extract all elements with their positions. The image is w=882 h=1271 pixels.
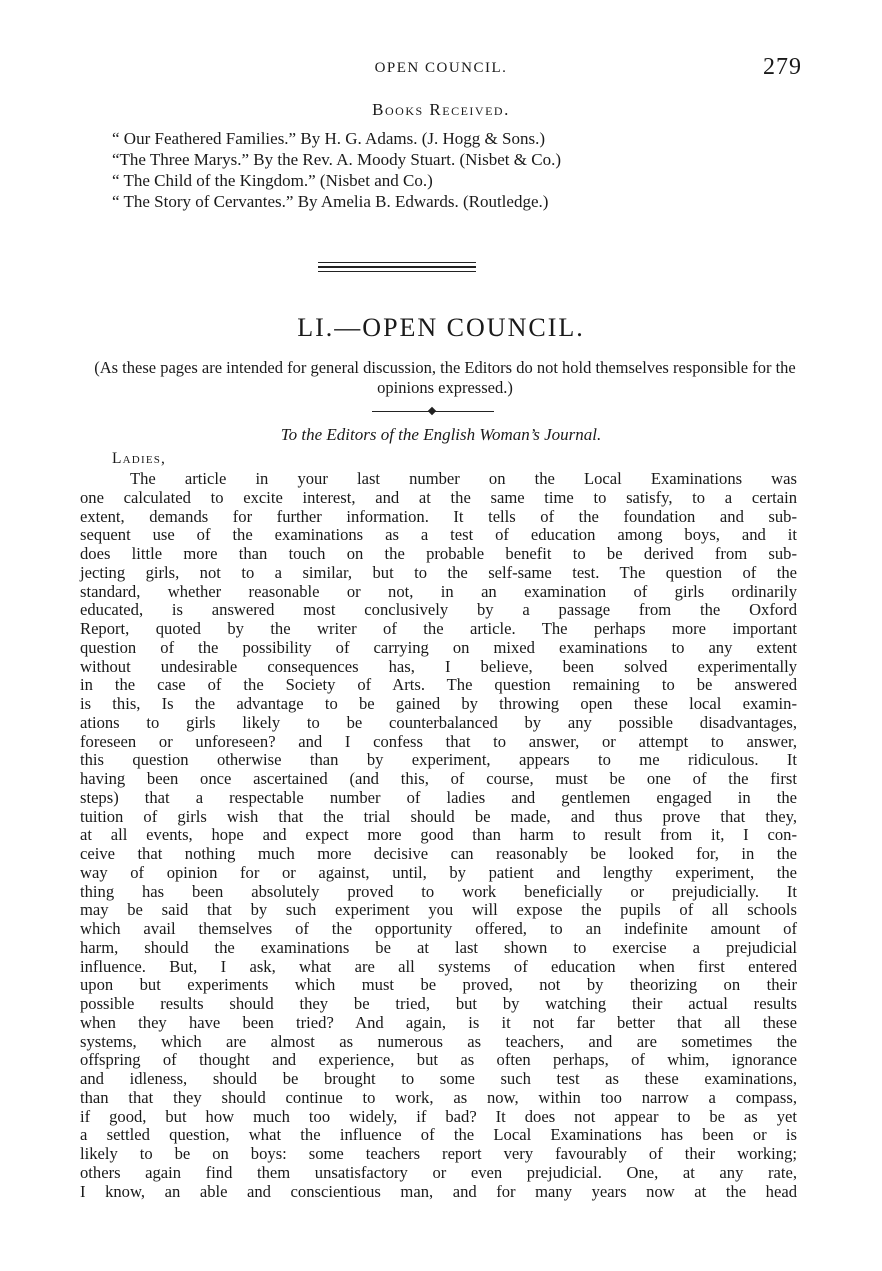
divider-rule	[318, 271, 476, 272]
divider-rule	[318, 266, 476, 268]
text-line: sequent use of the examinations as a test of education among boys, and it	[80, 525, 797, 545]
text-line: if good, but how much too widely, if bad? It does not appear to be as yet	[80, 1106, 797, 1126]
book-entry: “ Our Feathered Families.” By H. G. Adams. (J. Hogg & Sons.)	[112, 129, 545, 148]
text-line: possible results should they be tried, but by watching their actual results	[80, 994, 797, 1013]
text-line: at all events, hope and expect more good than harm to result from it, I con-	[80, 825, 797, 845]
section-note: (As these pages are intended for general discussion, the Editors do not hold themselves responsible for the opinions expressed.)	[94, 358, 796, 397]
ornament-divider	[372, 409, 494, 415]
text-line: influence. But, I ask, what are all systems of education when first entered	[80, 956, 797, 976]
text-line: is this, Is the advantage to be gained by throwing open these local examin-	[80, 694, 797, 713]
section-title: LI.—OPEN COUNCIL.	[297, 313, 585, 342]
text-line: systems, which are almost as numerous as teachers, and are sometimes the	[80, 1031, 797, 1051]
text-line: does little more than touch on the probable benefit to be derived from sub-	[80, 544, 797, 563]
text-line: extent, demands for further information. It tells of the foundation and sub-	[80, 506, 797, 526]
text-line: others again find them unsatisfactory or even prejudicial. One, at any rate,	[80, 1162, 797, 1182]
text-line: educated, is answered most conclusively by a passage from the Oxford	[80, 600, 797, 620]
text-line: which avail themselves of the opportunity offered, to an indefinite amount of	[80, 919, 797, 938]
text-line: having been once ascertained (and this, of course, must be one of the first	[80, 769, 797, 788]
text-line: a settled question, what the influence of the Local Examinations has been or is	[80, 1125, 797, 1145]
text-line: in the case of the Society of Arts. The question remaining to be answered	[80, 675, 797, 695]
section-divider	[318, 262, 476, 275]
book-entry: “ The Child of the Kingdom.” (Nisbet and Co.)	[112, 171, 433, 190]
text-line: this question otherwise than by experiment, appears to me ridiculous. It	[80, 750, 797, 770]
running-title: OPEN COUNCIL.	[374, 60, 508, 76]
text-line: foreseen or unforeseen? and I confess that to answer, or attempt to answer,	[80, 731, 797, 751]
text-line: standard, whether reasonable or not, in an examination of girls ordinarily	[80, 581, 797, 601]
text-line: when they have been tried? And again, is it not far better that all these	[80, 1012, 797, 1032]
text-line: may be said that by such experiment you will expose the pupils of all schools	[80, 900, 797, 920]
text-line: ceive that nothing much more decisive can reasonably be looked for, in the	[80, 844, 797, 863]
text-line: without undesirable consequences has, I believe, been solved experimentally	[80, 656, 797, 676]
text-line: offspring of thought and experience, but as often perhaps, of whim, ignorance	[80, 1050, 797, 1070]
books-received-list	[112, 128, 812, 212]
text-line: tuition of girls wish that the trial should be made, and thus prove that they,	[80, 806, 797, 826]
page-number: 279	[763, 54, 802, 80]
text-line: jecting girls, not to a similar, but to the self-same test. The question of the	[80, 562, 797, 582]
text-line: The article in your last number on the Local Examinations was	[130, 469, 797, 488]
letter-salutation: Ladies,	[112, 450, 167, 467]
text-line: I know, an able and conscientious man, and for many years now at the head	[80, 1181, 797, 1201]
text-line: one calculated to excite interest, and at the same time to satisfy, to a certain	[80, 487, 797, 507]
text-line: harm, should the examinations be at last shown to exercise a prejudicial	[80, 937, 797, 957]
divider-rule	[318, 262, 476, 263]
text-line: thing has been absolutely proved to work beneficially or prejudicially. It	[80, 881, 797, 901]
letter-address: To the Editors of the English Woman’s Journal.	[280, 425, 602, 444]
book-entry: “ The Story of Cervantes.” By Amelia B. Edwards. (Routledge.)	[112, 192, 549, 211]
text-line: than that they should continue to work, as now, within too narrow a compass,	[80, 1087, 797, 1107]
text-line: Report, quoted by the writer of the article. The perhaps more important	[80, 619, 797, 638]
books-received-heading: Books Received.	[372, 100, 510, 119]
text-line: and idleness, should be brought to some such test as these examinations,	[80, 1069, 797, 1088]
diamond-ornament-icon	[428, 407, 436, 415]
letter-body	[80, 470, 797, 1201]
text-line: question of the possibility of carrying on mixed examinations to any extent	[80, 637, 797, 657]
text-line: likely to be on boys: some teachers report very favourably of their working;	[80, 1144, 797, 1163]
text-line: steps) that a respectable number of ladies and gentlemen engaged in the	[80, 787, 797, 807]
running-head	[80, 54, 802, 82]
book-entry: “The Three Marys.” By the Rev. A. Moody Stuart. (Nisbet & Co.)	[112, 150, 562, 169]
text-line: upon but experiments which must be proved, not by theorizing on their	[80, 975, 797, 995]
text-line: ations to girls likely to be counterbalanced by any possible disadvantages,	[80, 712, 797, 732]
text-line: way of opinion for or against, until, by patient and lengthy experiment, the	[80, 862, 797, 882]
